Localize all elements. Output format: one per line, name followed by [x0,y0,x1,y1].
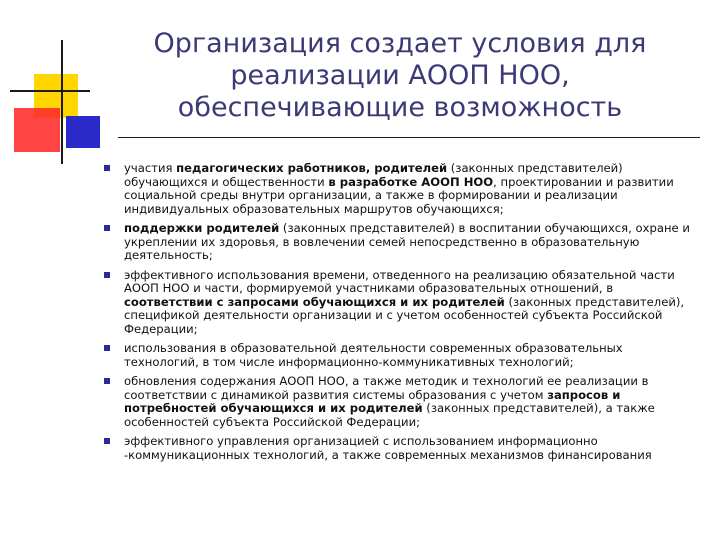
title-underline [118,137,700,138]
bullet-item [104,342,696,369]
bullet-text: (законных представителей) обучающихся и общественности [124,161,623,189]
bullet-list [104,162,696,468]
bullet-text-bold: в разработке АООП НОО [328,174,494,189]
bullet-text: эффективного использования времени, отведенного на реализацию обязательной части АООП НОО и части, формируемой участниками образовательных отношений, в [124,267,675,295]
decor-blue-square [66,116,100,148]
square-bullet-icon [104,345,110,351]
square-bullet-icon [104,378,110,384]
bullet-text-bold: педагогических работников, родителей [176,161,448,175]
bullet-item [104,222,696,263]
slide-title: Организация создает условия для реализации АООП НОО, обеспечивающие возможность [153,28,647,123]
square-bullet-icon [104,225,110,231]
bullet-text-bold: соответствии с запросами обучающихся и их родителей [124,294,505,309]
square-bullet-icon [104,165,110,171]
bullet-text: (законных представителей), спецификой деятельности организации и с учетом особенностей субъекта Российской Федерации; [124,294,685,336]
bullet-item [104,269,696,337]
bullet-text: (законных представителей) в воспитании обучающихся, охране и укреплении их здоровья, в вовлечении семей непосредственно в образовательную деятельность; [124,221,690,262]
bullet-text-bold: поддержки родителей [124,221,280,235]
decor-red-square [14,108,60,152]
bullet-text: использования в образовательной деятельности современных образовательных технологий, в том числе информационно-коммуникативных технологий; [124,341,623,369]
bullet-text: обновления содержания АООП НОО, а также методик и технологий ее реализации в соответствии с динамикой развития системы образования с учетом [124,374,649,402]
square-bullet-icon [104,438,110,444]
bullet-text: участия [124,161,177,175]
decor-horizontal-line [10,90,90,92]
bullet-text: , проектировании и развитии социальной среды внутри организации, а также в формировании и реализации индивидуальных образовательных маршрутов обучающихся; [124,174,674,216]
bullet-text: (законных представителей), а также особенностей субъекта Российской Федерации; [124,401,655,429]
bullet-item [104,435,696,462]
bullet-item [104,162,696,216]
bullet-text-bold: запросов и потребностей обучающихся и их родителей [124,387,621,415]
decor-vertical-line [61,40,63,164]
square-bullet-icon [104,272,110,278]
bullet-text: эффективного управления организацией с использованием информационно -коммуникационных технологий, а также современных механизмов финансирования [124,434,652,462]
bullet-item [104,375,696,429]
